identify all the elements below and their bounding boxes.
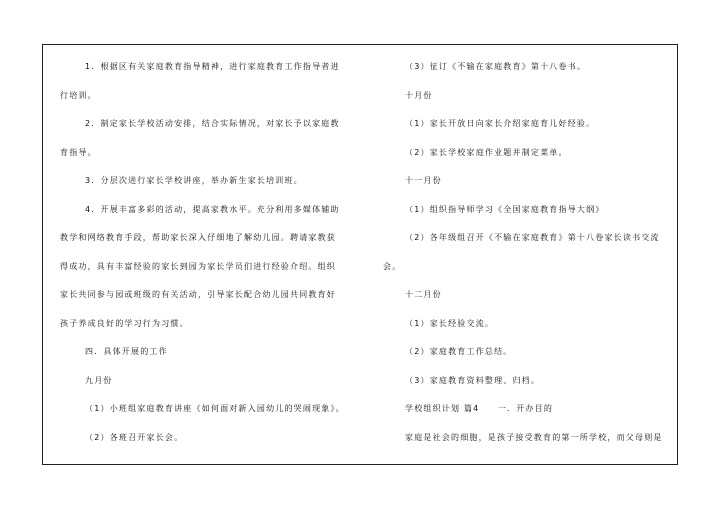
month-heading: 九月份 [85, 376, 113, 385]
paragraph-line: 孩子养成良好的学习行为习惯。 [60, 319, 189, 328]
paragraph-line: 3．分层次进行家长学校讲座，举办新生家长培训班。 [85, 176, 303, 185]
list-item: （3）征订《不输在家庭教育》第十八卷书。 [405, 62, 587, 71]
list-item: （1）小班组家庭教育讲座《如何面对新入园幼儿的哭闹现象》。 [85, 404, 345, 413]
paragraph-line: 育指导。 [60, 148, 97, 157]
section-heading: 学校组织计划 篇4 一．开办目的 [405, 404, 554, 413]
paragraph-line: 家长共同参与园或班级的有关活动，引导家长配合幼儿园共同教育好 [60, 290, 336, 299]
list-item: （2）各年级组召开《不输在家庭教育》第十八卷家长读书交流 [405, 233, 660, 242]
paragraph-line: 行培训。 [60, 91, 97, 100]
section-heading: 四．具体开展的工作 [85, 347, 168, 356]
month-heading: 十一月份 [405, 176, 442, 185]
paragraph-line: 家庭是社会的细胞，是孩子接受教育的第一所学校，而父母则是 [405, 433, 663, 442]
document-page [42, 44, 678, 465]
paragraph-line: 2．制定家长学校活动安排，结合实际情况，对家长予以家庭教 [85, 119, 340, 128]
list-item: （2）家长学校家庭作业题并制定菜单。 [405, 148, 568, 157]
paragraph-line: 1．根据区有关家庭教育指导精神，进行家庭教育工作指导者进 [85, 62, 340, 71]
list-item: （2）各班召开家长会。 [85, 433, 184, 442]
month-heading: 十二月份 [405, 290, 442, 299]
paragraph-line: 教学和网络教育手段，帮助家长深入仔细地了解幼儿园。聘请家教获 [60, 233, 336, 242]
paragraph-line: 会。 [383, 262, 402, 271]
paragraph-line: 得成功，具有丰富经验的家长到园为家长学员们进行经验介绍。组织 [60, 262, 336, 271]
list-item: （1）家长经验交流。 [405, 319, 495, 328]
list-item: （2）家庭教育工作总结。 [405, 347, 513, 356]
list-item: （1）家长开放日向家长介绍家庭育儿好经验。 [405, 119, 596, 128]
list-item: （1）组织指导师学习《全国家庭教育指导大纲》 [405, 205, 605, 214]
paragraph-line: 4．开展丰富多彩的活动，提高家教水平。充分利用多媒体辅助 [85, 205, 340, 214]
month-heading: 十月份 [405, 91, 433, 100]
list-item: （3）家庭教育资料整理、归档。 [405, 376, 541, 385]
